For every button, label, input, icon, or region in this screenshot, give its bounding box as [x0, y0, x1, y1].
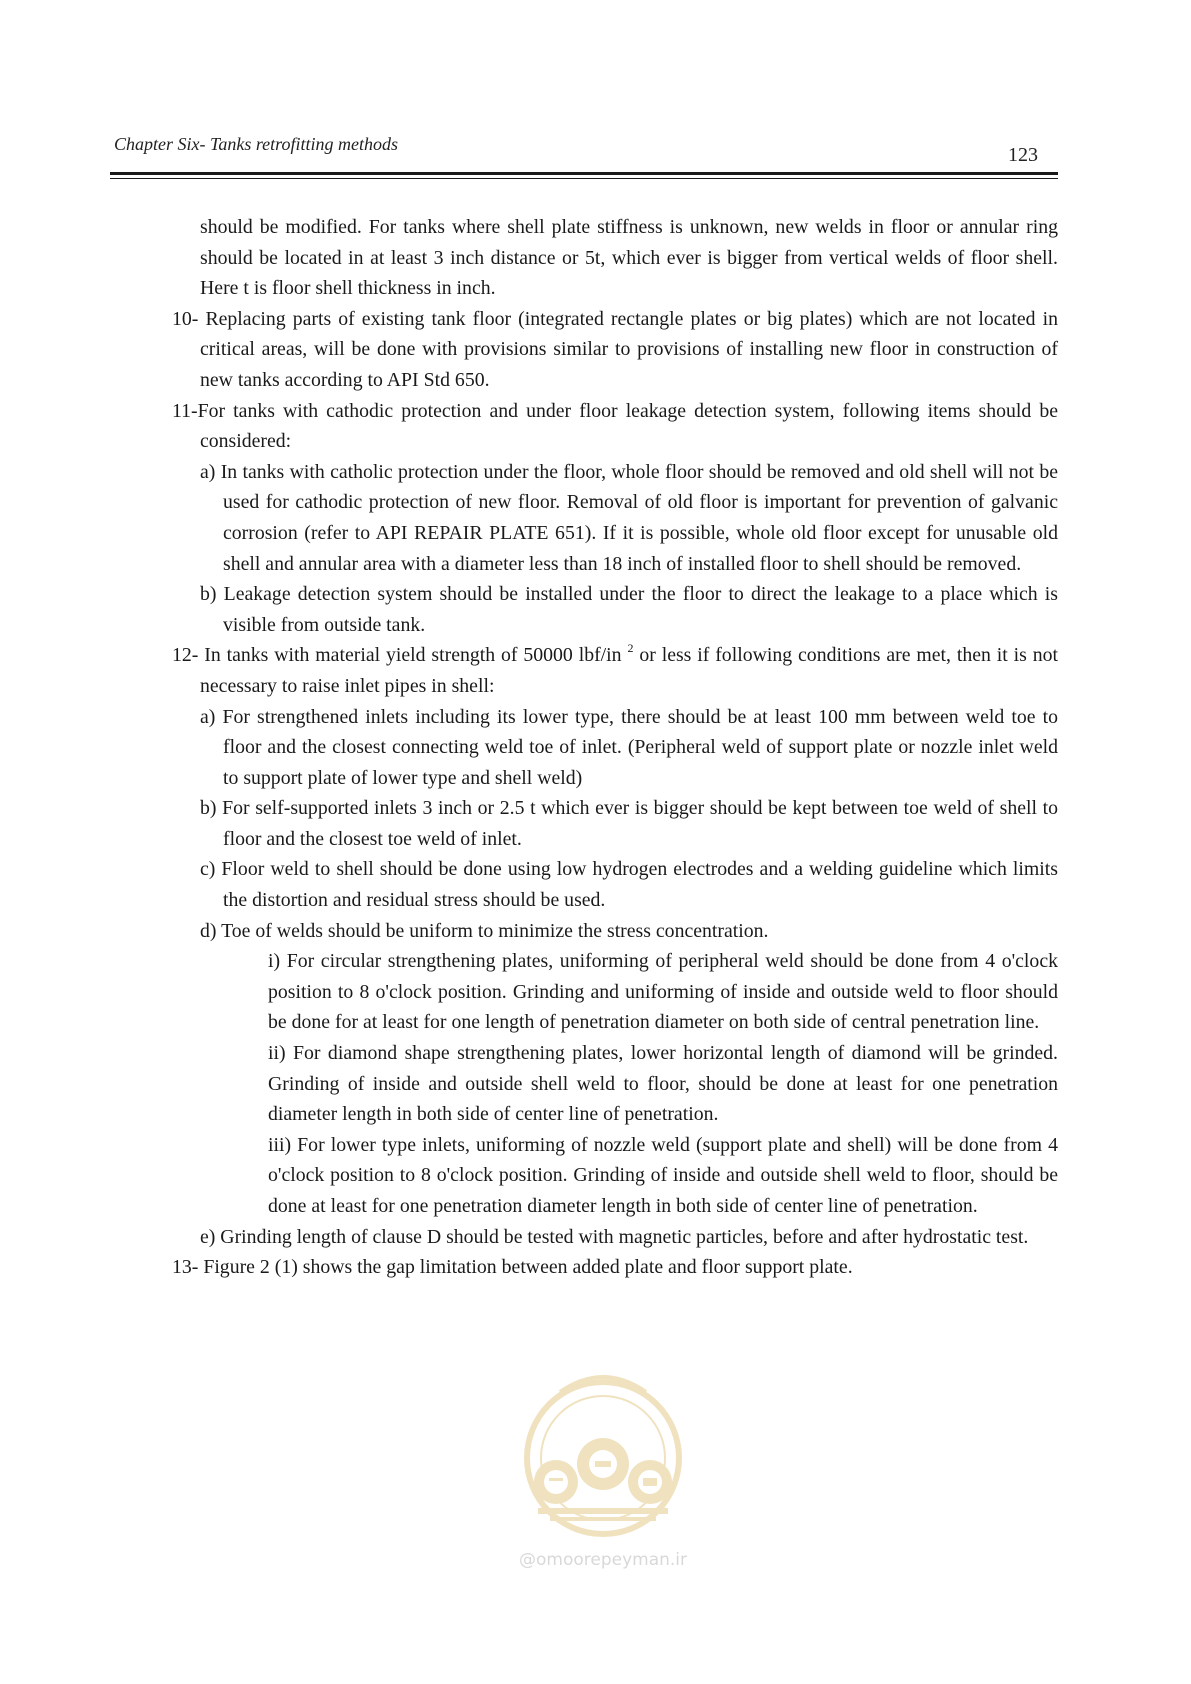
- watermark-seal-icon: [490, 1362, 716, 1538]
- list-item-12-e: e) Grinding length of clause D should be tested with magnetic particles, before and after hydrostatic test.: [200, 1225, 1029, 1248]
- list-item-10: 10- Replacing parts of existing tank floor (integrated rectangle plates or big plates) which are not located in critical areas, will be done with provisions similar to provisions of installing new floor in construction of new tanks according to API Std 650.: [172, 307, 1058, 391]
- header-rule-thin: [110, 178, 1058, 179]
- page-number: 123: [1008, 144, 1038, 166]
- list-item-12-b: b) For self-supported inlets 3 inch or 2.5 t which ever is bigger should be kept between toe weld of shell to floor and the closest toe weld of inlet.: [200, 797, 1058, 850]
- body-text: [172, 212, 1058, 1283]
- list-item-12-a: a) For strengthened inlets including its lower type, there should be at least 100 mm between weld toe to floor and the closest connecting weld toe of inlet. (Peripheral weld of support plate or nozzle inlet weld to support plate of lower type and shell weld): [200, 705, 1058, 789]
- list-item-12-c: c) Floor weld to shell should be done using low hydrogen electrodes and a welding guideline which limits the distortion and residual stress should be used.: [200, 858, 1058, 912]
- paragraph-continuation: should be modified. For tanks where shell plate stiffness is unknown, new welds in floor or annular ring should be located in at least 3 inch distance or 5t, which ever is bigger from vertical welds of floor shell. Here t is floor shell thickness in inch.: [200, 216, 1058, 300]
- header-rule-thick: [110, 172, 1058, 175]
- watermark: [490, 1362, 716, 1572]
- list-item-12-text: 12- In tanks with material yield strength of 50000 lbf/in: [172, 644, 622, 667]
- list-item-12-d: d) Toe of welds should be uniform to minimize the stress concentration.: [200, 919, 769, 942]
- list-item-12-d-i: i) For circular strengthening plates, uniforming of peripheral weld should be done from 4 o'clock position to 8 o'clock position. Grinding and uniforming of inside and outside weld to floor should be done for at least for one length of penetration diameter on both side of central penetration line.: [268, 950, 1058, 1034]
- list-item-13: 13- Figure 2 (1) shows the gap limitation between added plate and floor support plate.: [172, 1256, 853, 1279]
- list-item-11-a: a) In tanks with catholic protection under the floor, whole floor should be removed and old shell will not be used for cathodic protection of new floor. Removal of old floor is important for prevention of galvanic corrosion (refer to API REPAIR PLATE 651). If it is possible, whole old floor except for unusable old shell and annular area with a diameter less than 18 inch of installed floor to shell should be removed.: [200, 460, 1058, 575]
- watermark-text: @omoorepeyman.ir: [518, 1550, 688, 1570]
- list-item-12-d-ii: ii) For diamond shape strengthening plates, lower horizontal length of diamond will be grinded. Grinding of inside and outside shell weld to floor, should be done at least for one penetration diameter length in both side of center line of penetration.: [268, 1042, 1058, 1126]
- list-item-11: 11-For tanks with cathodic protection and under floor leakage detection system, following items should be considered:: [172, 399, 1058, 453]
- superscript: 2: [627, 641, 634, 656]
- chapter-title: Chapter Six- Tanks retrofitting methods: [114, 134, 399, 154]
- list-item-12-text-cont: or less if following conditions are met, then it is not necessary to raise inlet pipes in shell:: [200, 644, 1059, 697]
- list-item-12-d-iii: iii) For lower type inlets, uniforming of nozzle weld (support plate and shell) will be done from 4 o'clock position to 8 o'clock position. Grinding of inside and outside shell weld to floor, should be done at least for one penetration diameter length in both side of center line of penetration.: [268, 1133, 1058, 1217]
- list-item-12: [172, 640, 1058, 701]
- list-item-11-b: b) Leakage detection system should be installed under the floor to direct the leakage to a place which is visible from outside tank.: [200, 583, 1058, 636]
